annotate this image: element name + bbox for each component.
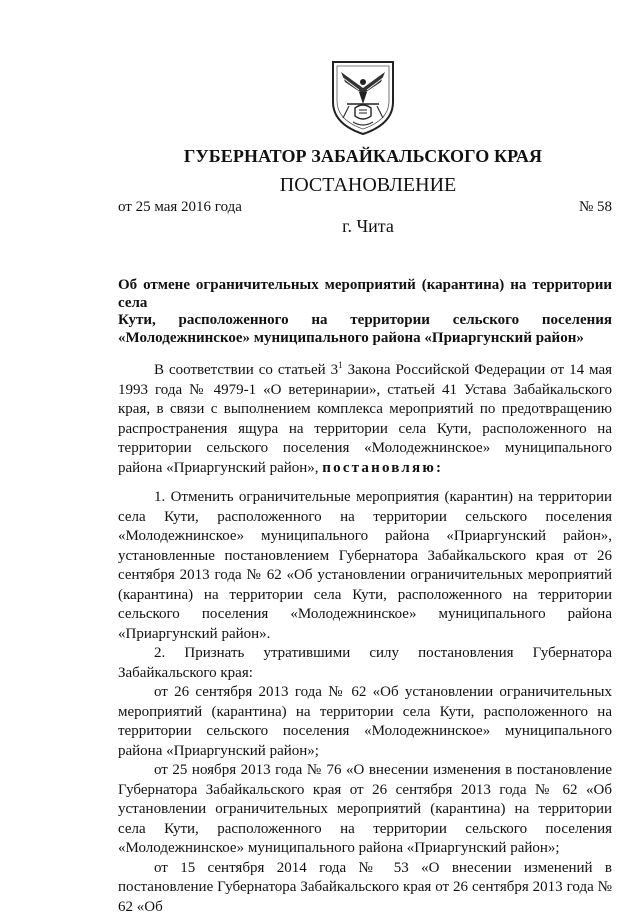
preamble-paragraph: В соответствии со статьей $3^1$ Закона Российской Федерации от 14 мая 1993 года № 4979-1 «О ветеринарии», статьей 41 Устава Забайкальского края, в связи с выполнением комплекса мероприятий по предотвращению распространения ящура на территории села Кути, расположенного на территории сельского поселения «Молодежнинское» муниципального района «Приаргунский район», постановляю: bbox=[118, 361, 612, 478]
title-line-1: Об отмене ограничительных мероприятий (карантина) на территории села bbox=[118, 277, 612, 312]
title-line-3: «Молодежнинское» муниципального района «Приаргунский район» bbox=[118, 330, 612, 348]
item-2-paragraph: 2. Признать утратившими силу постановления Губернатора Забайкальского края: bbox=[118, 644, 612, 683]
document-date: от 25 мая 2016 года bbox=[118, 199, 242, 216]
subitem-3-paragraph: от 15 сентября 2014 года № 53 «О внесении изменений в постановление Губернатора Забайкальского края от 26 сентября 2013 года № 62 «Об bbox=[118, 859, 612, 917]
resolve-word: постановляю: bbox=[322, 460, 443, 476]
document-body bbox=[118, 361, 612, 917]
subitem-2-paragraph: от 25 ноября 2013 года № 76 «О внесении изменения в постановление Губернатора Забайкальского края от 26 сентября 2013 года № 62 «Об установлении ограничительных мероприятий (карантина) на территории села Кути, расположенного на территории сельского поселения «Молодежнинское» муниципального района «Приаргунский район»; bbox=[118, 761, 612, 859]
superscript: 1 bbox=[338, 360, 343, 370]
document-title bbox=[118, 277, 612, 347]
coat-of-arms-emblem bbox=[329, 58, 397, 136]
document-number: № 58 bbox=[579, 199, 612, 216]
subitem-1-paragraph: от 26 сентября 2013 года № 62 «Об установлении ограничительных мероприятий (карантина) на территории села Кути, расположенного на территории сельского поселения «Молодежнинское» муниципального района «Приаргунский район»; bbox=[118, 683, 612, 761]
document-type: ПОСТАНОВЛЕНИЕ bbox=[0, 174, 640, 197]
document-city: г. Чита bbox=[0, 216, 640, 237]
issuing-authority: ГУБЕРНАТОР ЗАБАЙКАЛЬСКОГО КРАЯ bbox=[0, 146, 640, 167]
item-1-paragraph: 1. Отменить ограничительные мероприятия (карантин) на территории села Кути, расположенного на территории сельского поселения «Молодежнинское» муниципального района «Приаргунский район», установленные постановлением Губернатора Забайкальского края от 26 сентября 2013 года № 62 «Об установлении ограничительных мероприятий (карантина) на территории села Кути, расположенного на территории сельского поселения «Молодежнинское» муниципального района «Приаргунский район». bbox=[118, 488, 612, 644]
title-line-2: Кути, расположенного на территории сельского поселения bbox=[118, 312, 612, 330]
